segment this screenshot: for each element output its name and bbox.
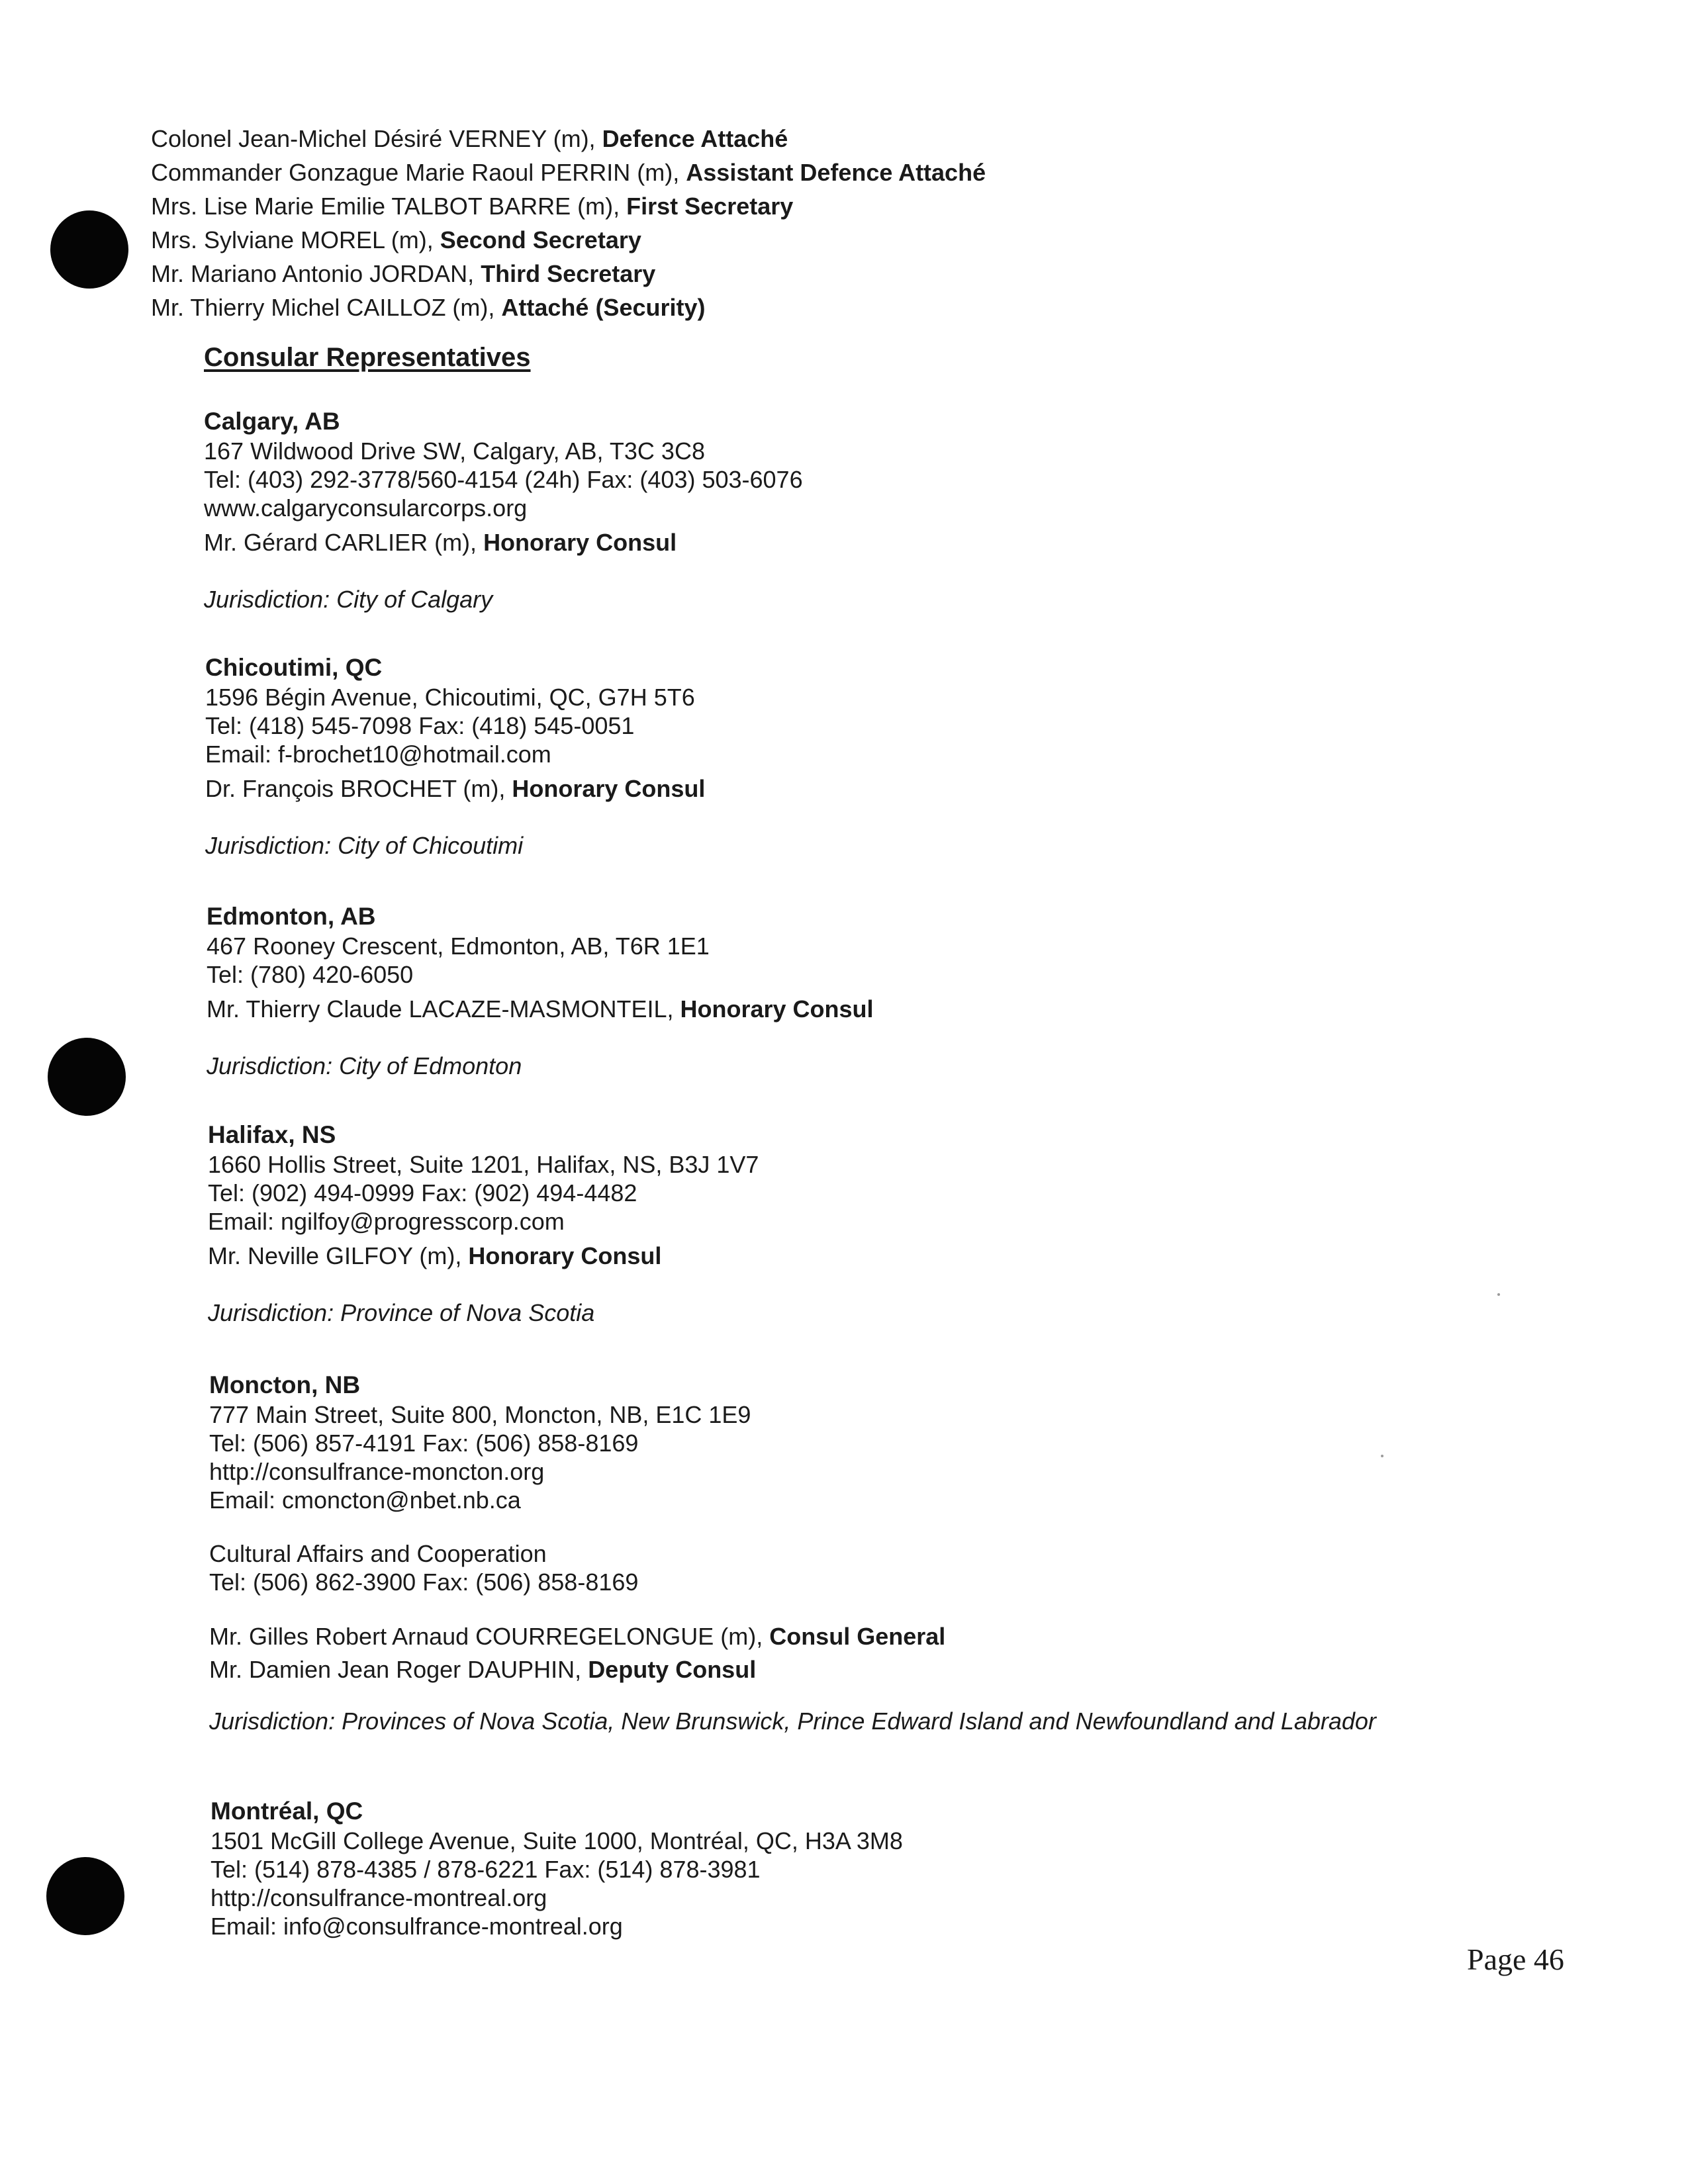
binder-hole	[46, 1857, 124, 1935]
representative-name: Mr. Gérard CARLIER (m),	[204, 529, 484, 556]
representative-title: Deputy Consul	[588, 1656, 757, 1683]
representative-title: Honorary Consul	[468, 1242, 662, 1269]
staff-name: Mrs. Lise Marie Emilie TALBOT BARRE (m),	[151, 193, 627, 220]
representative-name: Mr. Damien Jean Roger DAUPHIN,	[209, 1656, 588, 1683]
office-city: Moncton, NB	[209, 1371, 361, 1398]
office-phone: Tel: (506) 857-4191 Fax: (506) 858-8169	[209, 1430, 639, 1457]
staff-entry	[151, 122, 986, 156]
staff-title: Defence Attaché	[602, 125, 788, 152]
office-email: Email: ngilfoy@progresscorp.com	[208, 1208, 565, 1235]
office-jurisdiction: Jurisdiction: City of Chicoutimi	[205, 832, 524, 859]
office-representative	[204, 526, 803, 559]
staff-name: Mr. Mariano Antonio JORDAN,	[151, 260, 481, 287]
office-phone: Tel: (403) 292-3778/560-4154 (24h) Fax: (403) 503-6076	[204, 466, 803, 493]
office-representative	[205, 772, 705, 805]
office-jurisdiction: Jurisdiction: Provinces of Nova Scotia, New Brunswick, Prince Edward Island and Newfoundland and Labrador	[209, 1707, 1376, 1735]
office-email: Email: f-brochet10@hotmail.com	[205, 741, 551, 768]
staff-entry	[151, 189, 986, 223]
office-halifax	[208, 1120, 759, 1328]
office-city: Edmonton, AB	[207, 903, 376, 930]
office-address: 777 Main Street, Suite 800, Moncton, NB, E1C 1E9	[209, 1401, 751, 1428]
consular-representatives-heading: Consular Representatives	[204, 343, 531, 372]
office-address: 1660 Hollis Street, Suite 1201, Halifax, NS, B3J 1V7	[208, 1151, 759, 1178]
office-representative	[209, 1620, 1376, 1653]
office-email: Email: cmoncton@nbet.nb.ca	[209, 1486, 521, 1514]
office-address: 167 Wildwood Drive SW, Calgary, AB, T3C 3C8	[204, 437, 705, 465]
office-jurisdiction: Jurisdiction: City of Calgary	[204, 586, 493, 613]
office-edmonton	[207, 901, 874, 1081]
cultural-affairs-phone: Tel: (506) 862-3900 Fax: (506) 858-8169	[209, 1569, 639, 1596]
office-phone: Tel: (418) 545-7098 Fax: (418) 545-0051	[205, 712, 635, 739]
binder-hole	[48, 1038, 126, 1116]
office-website: http://consulfrance-montreal.org	[211, 1884, 547, 1911]
office-phone: Tel: (902) 494-0999 Fax: (902) 494-4482	[208, 1179, 637, 1206]
staff-title: Attaché (Security)	[501, 294, 706, 321]
office-website: www.calgaryconsularcorps.org	[204, 494, 528, 522]
office-calgary	[204, 406, 803, 615]
office-address: 1596 Bégin Avenue, Chicoutimi, QC, G7H 5T6	[205, 684, 695, 711]
office-phone: Tel: (780) 420-6050	[207, 961, 414, 988]
staff-title: Third Secretary	[481, 260, 656, 287]
office-address: 467 Rooney Crescent, Edmonton, AB, T6R 1E1	[207, 933, 710, 960]
office-chicoutimi	[205, 653, 705, 861]
staff-entry	[151, 223, 986, 257]
office-city: Chicoutimi, QC	[205, 654, 383, 681]
staff-name: Mrs. Sylviane MOREL (m),	[151, 226, 440, 253]
representative-name: Mr. Gilles Robert Arnaud COURREGELONGUE (m),	[209, 1623, 770, 1650]
office-representative	[207, 993, 874, 1026]
office-jurisdiction: Jurisdiction: City of Edmonton	[207, 1052, 522, 1079]
representative-name: Mr. Thierry Claude LACAZE-MASMONTEIL,	[207, 995, 680, 1023]
representative-title: Honorary Consul	[680, 995, 874, 1023]
representative-name: Dr. François BROCHET (m),	[205, 775, 512, 802]
staff-entry	[151, 156, 986, 189]
staff-title: Second Secretary	[440, 226, 641, 253]
staff-entry	[151, 291, 986, 324]
staff-title: Assistant Defence Attaché	[686, 159, 986, 186]
representative-title: Consul General	[769, 1623, 946, 1650]
staff-name: Colonel Jean-Michel Désiré VERNEY (m),	[151, 125, 602, 152]
office-jurisdiction: Jurisdiction: Province of Nova Scotia	[208, 1299, 595, 1326]
page-number: Page 46	[1467, 1942, 1564, 1976]
office-representative	[208, 1240, 759, 1273]
representative-title: Honorary Consul	[512, 775, 706, 802]
office-representative	[209, 1653, 1376, 1686]
office-moncton	[209, 1370, 1376, 1737]
cultural-affairs-label: Cultural Affairs and Cooperation	[209, 1540, 547, 1567]
office-phone: Tel: (514) 878-4385 / 878-6221 Fax: (514) 878-3981	[211, 1856, 761, 1883]
office-city: Calgary, AB	[204, 408, 340, 435]
office-city: Montréal, QC	[211, 1797, 363, 1825]
office-email: Email: info@consulfrance-montreal.org	[211, 1913, 623, 1940]
binder-hole	[50, 210, 128, 289]
staff-name: Mr. Thierry Michel CAILLOZ (m),	[151, 294, 502, 321]
representative-title: Honorary Consul	[483, 529, 677, 556]
office-website: http://consulfrance-moncton.org	[209, 1458, 545, 1485]
staff-name: Commander Gonzague Marie Raoul PERRIN (m),	[151, 159, 686, 186]
scan-speck	[1381, 1455, 1383, 1457]
staff-title: First Secretary	[626, 193, 794, 220]
office-montreal	[211, 1796, 903, 1940]
scan-speck	[1497, 1293, 1500, 1296]
embassy-staff-list	[151, 122, 986, 324]
office-city: Halifax, NS	[208, 1121, 336, 1148]
office-address: 1501 McGill College Avenue, Suite 1000, Montréal, QC, H3A 3M8	[211, 1827, 903, 1854]
staff-entry	[151, 257, 986, 291]
representative-name: Mr. Neville GILFOY (m),	[208, 1242, 469, 1269]
